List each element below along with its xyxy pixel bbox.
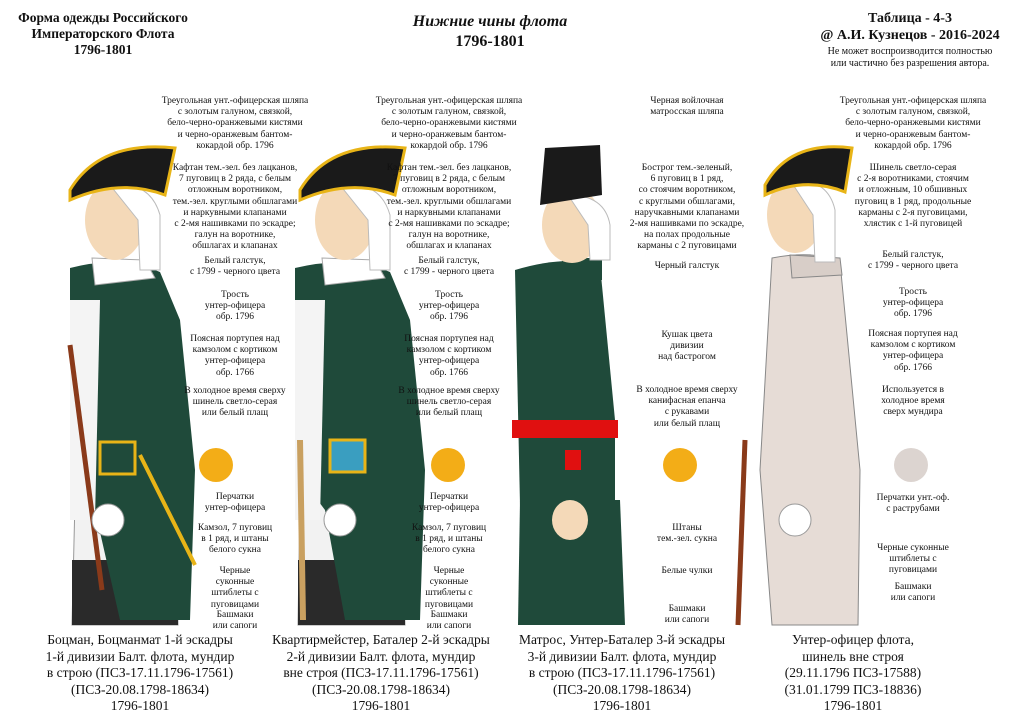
note: Черные суконные штиблеты с пуговицами <box>210 566 260 610</box>
caption-line: в строю (ПСЗ-17.11.1796-17561) <box>46 665 234 680</box>
note: Белый галстук, с 1799 - черного цвета <box>189 256 281 278</box>
note: Бострог тем.-зеленый, 6 пуговиц в 1 ряд, со стоячим воротником, с круглыми обшлагами, наручкавными клапанами 2-мя нашивками по эскадре, на полах продольные карманы с 2 пуговицами <box>629 163 745 252</box>
note: Башмаки или сапоги <box>212 610 258 632</box>
note: Черные суконные штиблеты с пуговицами <box>424 566 474 610</box>
page-years: 1796-1801 <box>455 33 525 50</box>
note: Башмаки или сапоги <box>890 582 936 604</box>
note: Трость унтер-офицера обр. 1796 <box>204 290 266 323</box>
note: Кафтан тем.-зел. без лацканов, 7 пуговиц в 2 ряда, с белым отложным воротником, тем.-зел. круглыми обшлагами и наркувными клапанами с 2-мя нашивками по эскадре; галун на воротнике, обшлагах и клапанах <box>386 163 512 252</box>
swatch-gold <box>431 448 465 482</box>
caption-line: (ПСЗ-20.08.1798-18634) <box>312 681 450 697</box>
note: Шинель светло-серая с 2-я воротниками, стоячим и отложным, 10 обшивных пуговиц в 1 ряд, продольные карманы с 2-я пуговицами, хлястик с 1-й пуговицей <box>854 163 972 230</box>
author-line: @ А.И. Кузнецов - 2016-2024 <box>820 28 1000 43</box>
caption-figure-2 <box>261 632 501 715</box>
header-left-line: 1796-1801 <box>73 42 133 57</box>
note: Трость унтер-офицера обр. 1796 <box>882 287 944 320</box>
caption-line: вне строя (ПСЗ-17.11.1796-17561) <box>283 665 479 680</box>
header-left-line: Форма одежды Российского <box>18 10 188 25</box>
note: Кафтан тем.-зел. без лацканов, 7 пуговиц в 2 ряда, с белым отложным воротником, тем.-зел. круглыми обшлагами и наркувными клапанами с 2-мя нашивками по эскадре; галун на воротнике, обшлагах и клапанах <box>172 163 298 252</box>
note: Используется в холодное время сверх мундира <box>881 385 945 418</box>
note: Белый галстук, с 1799 - черного цвета <box>403 256 495 278</box>
note: Треугольная унт.-офицерская шляпа с золотым галуном, связкой, бело-черно-оранжевыми кистями и черно-оранжевым бантом- кокардой обр. 1796 <box>161 96 309 151</box>
caption-line: 1796-1801 <box>351 698 411 713</box>
note: Перчатки унт.-оф. с раструбами <box>876 493 950 515</box>
caption-line: Квартирмейстер, Баталер 2-й эскадры <box>272 632 490 647</box>
note: Черные суконные штиблеты с пуговицами <box>877 543 949 576</box>
caption-line: шинель вне строя <box>802 648 904 664</box>
note: Треугольная унт.-офицерская шляпа с золотым галуном, связкой, бело-черно-оранжевыми кистями и черно-оранжевым бантом- кокардой обр. 1796 <box>839 96 987 151</box>
table-number: Таблица - 4-3 <box>868 11 952 26</box>
caption-line: 1796-1801 <box>592 698 652 713</box>
caption-line: (ПСЗ-20.08.1798-18634) <box>553 681 691 697</box>
note: Поясная портупея над камзолом с кортиком унтер-офицера обр. 1766 <box>868 329 958 373</box>
caption-line: (29.11.1796 ПСЗ-17588) <box>784 665 922 680</box>
note: Черная войлочная матросская шляпа <box>650 96 724 118</box>
caption-line: Унтер-офицер флота, <box>792 632 914 647</box>
note: В холодное время сверху шинель светло-серая или белый плащ <box>184 386 286 419</box>
caption-line: 1-й дивизии Балт. флота, мундир <box>45 648 235 664</box>
caption-line: в строю (ПСЗ-17.11.1796-17561) <box>528 665 716 680</box>
note: Поясная портупея над камзолом с кортиком унтер-офицера обр. 1766 <box>190 334 280 378</box>
note: Штаны тем.-зел. сукна <box>656 523 718 545</box>
caption-figure-3 <box>502 632 742 715</box>
caption-line: 1796-1801 <box>823 698 883 713</box>
sash <box>512 420 618 438</box>
note: Поясная портупея над камзолом с кортиком унтер-офицера обр. 1766 <box>404 334 494 378</box>
copyright-line: или частично без разрешения автора. <box>830 58 990 69</box>
note: Перчатки унтер-офицера <box>418 492 480 514</box>
swatch-gold <box>663 448 697 482</box>
note: Башмаки или сапоги <box>664 604 710 626</box>
note: Черный галстук <box>654 261 720 271</box>
caption-line: (ПСЗ-20.08.1798-18634) <box>71 681 209 697</box>
caption-line: Матрос, Унтер-Баталер 3-й эскадры <box>518 632 726 647</box>
note: Треугольная унт.-офицерская шляпа с золотым галуном, связкой, бело-черно-оранжевыми кистями и черно-оранжевым бантом- кокардой обр. 1796 <box>375 96 523 151</box>
caption-line: 3-й дивизии Балт. флота, мундир <box>527 648 717 664</box>
swatch-gold <box>199 448 233 482</box>
note: Белые чулки <box>661 566 713 576</box>
caption-line: Боцман, Боцманмат 1-й эскадры <box>47 632 233 647</box>
note: Камзол, 7 пуговиц в 1 ряд, и штаны белого сукна <box>411 523 487 556</box>
caption-line: (31.01.1799 ПСЗ-18836) <box>784 681 922 697</box>
note: Перчатки унтер-офицера <box>204 492 266 514</box>
caption-figure-1 <box>20 632 260 715</box>
caption-line: 2-й дивизии Балт. флота, мундир <box>286 648 476 664</box>
note: Белый галстук, с 1799 - черного цвета <box>867 250 959 272</box>
caption-figure-4 <box>733 632 973 715</box>
note: Башмаки или сапоги <box>426 610 472 632</box>
page-title: Нижние чины флота <box>412 13 568 30</box>
figure-sailor <box>512 145 625 625</box>
note: Трость унтер-офицера обр. 1796 <box>418 290 480 323</box>
note: В холодное время сверху канифасная епанча с рукавами или белый плащ <box>636 385 738 429</box>
note: В холодное время сверху шинель светло-серая или белый плащ <box>398 386 500 419</box>
caption-line: 1796-1801 <box>110 698 170 713</box>
swatch-grey <box>894 448 928 482</box>
copyright-line: Не может воспроизводится полностью <box>827 46 993 57</box>
note: Кушак цвета дивизии над бастрогом <box>658 330 716 363</box>
header-left-line: Императорского Флота <box>31 26 175 41</box>
note: Камзол, 7 пуговиц в 1 ряд, и штаны белого сукна <box>197 523 273 556</box>
